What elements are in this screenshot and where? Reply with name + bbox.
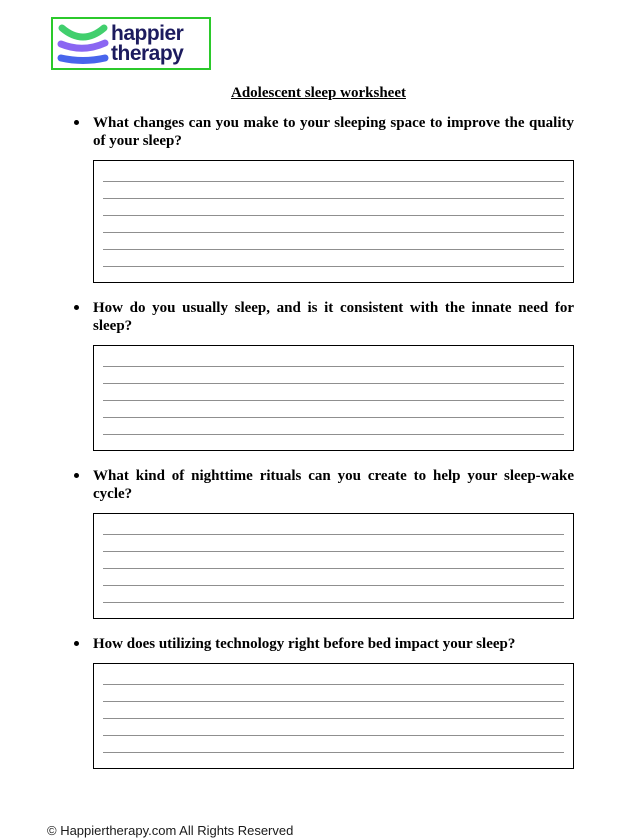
- copyright-footer: © Happiertherapy.com All Rights Reserved: [47, 823, 294, 838]
- question-block: [93, 467, 574, 619]
- logo-wordmark-line2: therapy: [111, 42, 184, 65]
- answer-line: [103, 518, 564, 535]
- answer-box: [93, 663, 574, 769]
- answer-line: [103, 586, 564, 603]
- swoosh-green: [62, 28, 104, 37]
- answer-box: [93, 513, 574, 619]
- logo-wordmark-line1: happier: [111, 22, 184, 46]
- question-label: How do you usually sleep, and is it consistent with the innate need for sleep?: [93, 300, 574, 334]
- answer-line: [103, 552, 564, 569]
- page-title: Adolescent sleep worksheet: [231, 85, 406, 101]
- question-block: [93, 299, 574, 451]
- answer-line: [103, 350, 564, 367]
- bullet-icon: [74, 305, 79, 310]
- answer-line: [103, 250, 564, 267]
- question-block: [93, 635, 574, 769]
- swoosh-blue: [61, 58, 105, 61]
- answer-line: [103, 216, 564, 233]
- question-text: [93, 635, 574, 653]
- answer-line: [103, 736, 564, 753]
- answer-line: [103, 165, 564, 182]
- question-text: [93, 114, 574, 150]
- answer-line: [103, 401, 564, 418]
- answer-line: [103, 199, 564, 216]
- answer-line: [103, 233, 564, 250]
- worksheet-page: [0, 17, 637, 838]
- answer-line: [103, 719, 564, 736]
- question-label: What changes can you make to your sleeping space to improve the quality of your sleep?: [93, 115, 574, 149]
- answer-line: [103, 367, 564, 384]
- swoosh-purple: [61, 43, 105, 48]
- question-block: [93, 114, 574, 283]
- question-label: How does utilizing technology right before bed impact your sleep?: [93, 636, 516, 652]
- question-text: [93, 299, 574, 335]
- answer-box: [93, 160, 574, 283]
- question-text: [93, 467, 574, 503]
- answer-box: [93, 345, 574, 451]
- question-label: What kind of nighttime rituals can you create to help your sleep-wake cycle?: [93, 468, 574, 502]
- answer-line: [103, 702, 564, 719]
- bullet-icon: [74, 641, 79, 646]
- bullet-icon: [74, 120, 79, 125]
- answer-line: [103, 535, 564, 552]
- bullet-icon: [74, 473, 79, 478]
- logo-wordmark: [111, 24, 183, 63]
- answer-line: [103, 384, 564, 401]
- happier-therapy-logo: [51, 17, 211, 70]
- questions-list: [93, 114, 574, 769]
- logo-swoosh-icon: [57, 21, 109, 66]
- answer-line: [103, 685, 564, 702]
- answer-line: [103, 668, 564, 685]
- answer-line: [103, 569, 564, 586]
- answer-line: [103, 182, 564, 199]
- answer-line: [103, 418, 564, 435]
